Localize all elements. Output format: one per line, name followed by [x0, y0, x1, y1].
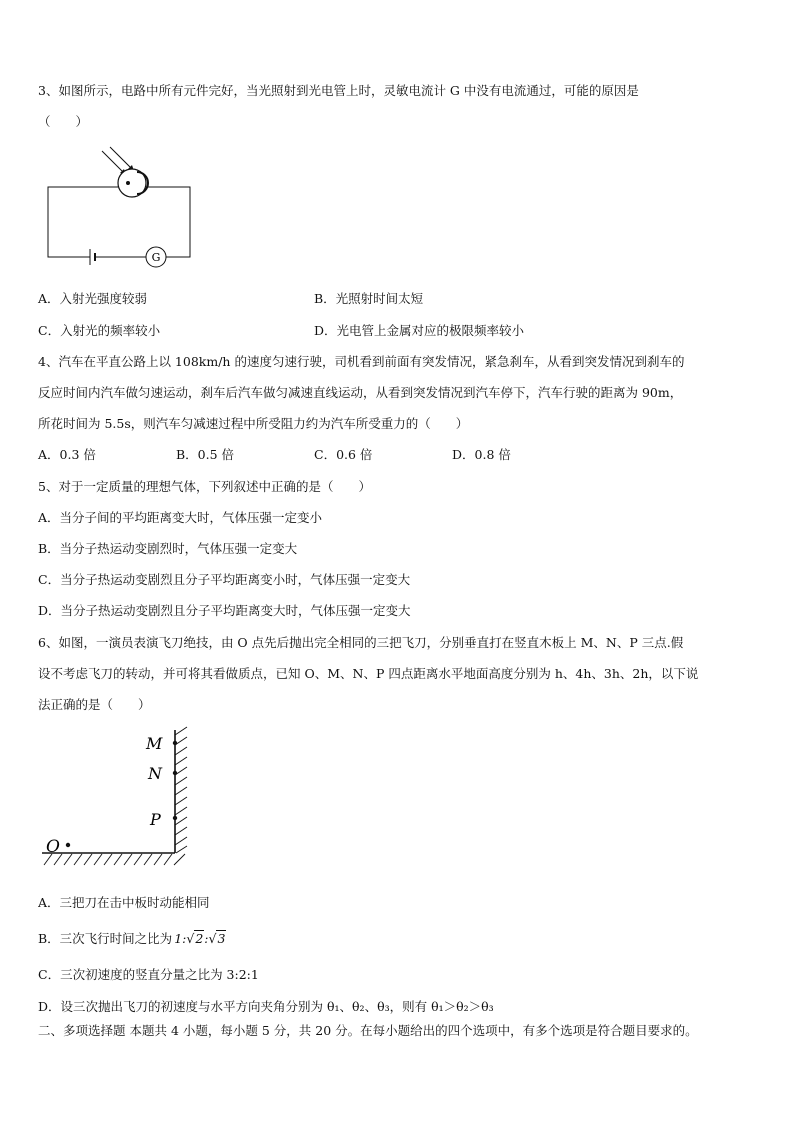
q6-option-b: [38, 930, 764, 948]
q6-line-3: 法正确的是（ ）: [38, 697, 151, 712]
circuit-wire-left: [48, 187, 118, 257]
q4-option-a: A．0.3 倍: [38, 447, 96, 462]
q6-option-b-ratio: 1:√2:√3: [174, 931, 226, 946]
ratio-term-1: 1: [174, 931, 183, 946]
q3-paren: （ ）: [38, 114, 89, 129]
label-n: N: [148, 764, 162, 783]
q4-option-d: D．0.8 倍: [452, 447, 511, 462]
ratio-sep-2: :: [204, 931, 209, 946]
q6-wall-figure: [40, 725, 200, 870]
ratio-term-3: 3: [217, 931, 226, 946]
q6-option-a: A．三把刀在击中板时动能相同: [38, 895, 210, 910]
point-p: [173, 816, 177, 820]
ratio-sep-1: :: [182, 931, 187, 946]
label-o: O: [46, 837, 60, 857]
circuit-wire-right: [146, 187, 190, 257]
label-p: P: [150, 810, 161, 829]
point-o: [66, 843, 70, 847]
q3-circuit-figure: [40, 145, 200, 275]
q3-option-c: C．入射光的频率较小: [38, 323, 161, 338]
q6-option-c: C．三次初速度的竖直分量之比为 3:2:1: [38, 967, 259, 982]
q6-line-2: 设不考虑飞刀的转动，并可将其看做质点，已知 O、M、N、P 四点距离水平地面高度分别为 h、4h、3h、2h，以下说: [38, 666, 699, 681]
q5-option-d: D．当分子热运动变剧烈且分子平均距离变大时，气体压强一定变大: [38, 603, 411, 618]
q5-option-a: A．当分子间的平均距离变大时，气体压强一定变小: [38, 510, 323, 525]
q3-option-a: A．入射光强度较弱: [38, 291, 148, 306]
point-m: [173, 741, 177, 745]
galvanometer-label: G: [151, 251, 161, 264]
q3-option-d: D．光电管上金属对应的极限频率较小: [314, 323, 525, 338]
photo-anode: [126, 181, 130, 185]
q4-line-3: 所花时间为 5.5s，则汽车匀减速过程中所受阻力约为汽车所受重力的（ ）: [38, 416, 469, 431]
label-m: M: [146, 734, 163, 753]
q5-option-b: B．当分子热运动变剧烈时，气体压强一定变大: [38, 541, 298, 556]
q5-stem: 5、对于一定质量的理想气体，下列叙述中正确的是（ ）: [38, 479, 371, 494]
section-2-heading: 二、多项选择题 本题共 4 小题，每小题 5 分，共 20 分。在每小题给出的四个选项中，有多个选项是符合题目要求的。: [38, 1023, 698, 1038]
q6-line-1: 6、如图，一演员表演飞刀绝技，由 O 点先后抛出完全相同的三把飞刀，分别垂直打在竖直木板上 M、N、P 三点.假: [38, 635, 684, 650]
q4-line-2: 反应时间内汽车做匀速运动，刹车后汽车做匀减速直线运动，从看到突发情况到汽车停下，汽车行驶的距离为 90m，: [38, 385, 683, 400]
q4-line-1: 4、汽车在平直公路上以 108km/h 的速度匀速行驶，司机看到前面有突发情况，紧急刹车，从看到突发情况到刹车的: [38, 354, 685, 369]
q5-option-c: C．当分子热运动变剧烈且分子平均距离变小时，气体压强一定变大: [38, 572, 411, 587]
light-ray-1: [102, 151, 124, 173]
q3-option-b: B．光照射时间太短: [314, 291, 424, 306]
q3-stem: 3、如图所示，电路中所有元件完好，当光照射到光电管上时，灵敏电流计 G 中没有电流通过，可能的原因是: [38, 83, 639, 98]
q4-option-b: B．0.5 倍: [176, 447, 235, 462]
board-hatching: [175, 727, 187, 853]
ratio-term-2: 2: [195, 931, 204, 946]
point-n: [173, 771, 177, 775]
q6-option-b-prefix: B．三次飞行时间之比为: [38, 931, 173, 946]
q4-option-c: C．0.6 倍: [314, 447, 373, 462]
q6-option-d: D．设三次抛出飞刀的初速度与水平方向夹角分别为 θ₁、θ₂、θ₃，则有 θ₁＞θ₂＞θ₃: [38, 999, 494, 1014]
ground-hatching: [44, 854, 185, 865]
light-ray-2: [110, 147, 132, 169]
